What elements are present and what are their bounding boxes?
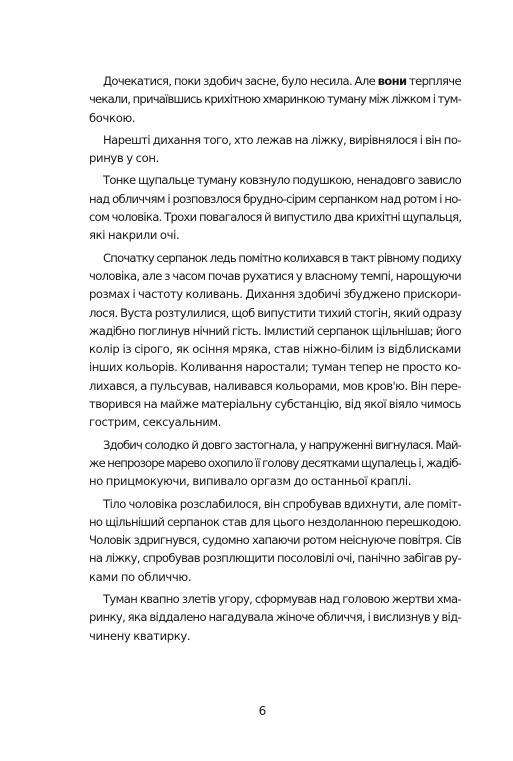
text-line [89,226,461,244]
text-run: інших кольорів. Коливання наростали; туман тепер не просто ко- [89,360,461,375]
text-run: ринув у сон. [89,151,159,166]
paragraph [89,131,461,168]
text-run: лихався, а пульсував, наливався кольорами, мов кров'ю. Він пере- [89,378,461,393]
text-run: Тонке щупальце туману ковзнуло подушкою, ненадовго зависло [103,173,461,188]
text-line [89,531,461,549]
page-number: 6 [258,704,267,718]
text-run: Здобич солодко й довго застогнала, у напруженні вигнулася. Май- [103,437,461,452]
text-line [89,358,461,376]
text-run: Нарешті дихання того, хто лежав на ліжку, вирівнялося і він по- [103,132,461,147]
text-line [89,285,461,303]
text-line [89,322,461,340]
text-line [89,513,461,531]
text-line [89,377,461,395]
text-line [89,436,461,454]
text-run: над обличчям і розповзлося брудно-сірим серпанком над ротом і но- [89,191,461,206]
text-line [89,413,461,431]
text-line [89,131,461,149]
text-line [89,472,461,490]
text-line [89,590,461,608]
text-line [89,109,461,127]
text-run: Тіло чоловіка розслабилося, він спробував вдихнути, але поміт- [103,496,462,511]
text-run: но щільніший серпанок став для цього нездоланною перешкодою. [89,514,461,529]
text-run: на ліжку, спробував розплющити посоловілі очі, панічно забігав ру- [89,551,461,566]
text-line [89,149,461,167]
text-line [89,568,461,586]
text-run: ками по обличчю. [89,569,192,584]
text-line [89,395,461,413]
paragraph [89,249,461,432]
text-line [89,267,461,285]
text-run: ринку, яка віддалено нагадувала жіноче обличчя, і вислизнув у від- [89,610,461,625]
text-line [89,208,461,226]
text-run: творився на майже матеріальну субстанцію, від якої віяло чимось [89,397,461,412]
text-line [89,304,461,322]
paragraph [89,436,461,491]
paragraph [89,171,461,244]
text-line [89,171,461,189]
text-line [89,454,461,472]
text-run: же непрозоре марево охопило її голову десятками щупалець і, жадіб- [89,455,461,470]
text-run: жадібно поглинув нічний гість. Імлистий серпанок щільнішав; його [89,323,461,338]
text-run: чоловіка, але з часом почав рухатися у власному темпі, нарощуючи [89,268,461,283]
text-line [89,627,461,645]
emphasized-word: вони [377,74,407,88]
text-run: Спочатку серпанок ледь помітно колихався в такт рівному подиху [103,250,461,265]
text-run: Туман квапно злетів угору, сформував над головою жертви хма- [103,592,461,607]
text-run: які накрили очі. [89,228,180,243]
text-line [89,608,461,626]
text-run: но прицмокуючи, випивало оргазм до останньої краплі. [89,474,412,489]
text-line [89,190,461,208]
paragraph [89,590,461,645]
text-line [89,340,461,358]
text-run: лося. Вуста розтулилися, щоб випустити тихий стогін, який одразу [89,305,462,320]
text-run: чинену кватирку. [89,628,191,643]
text-line [89,495,461,513]
text-line [89,90,461,108]
text-run: бочкою. [89,110,136,125]
text-line [89,72,461,90]
text-run: терпляче [406,74,461,88]
text-run: Дочекатися, поки здобич засне, було несила. Але [103,74,378,88]
text-run: сом чоловіка. Трохи повагалося й випустило два крихітні щупальця, [89,210,462,225]
body-text [89,72,461,645]
text-run: розмах і частоту коливань. Дихання здобичі збуджено прискори- [89,287,461,302]
text-run: гострим, сексуальним. [89,415,222,430]
text-run: Чоловік здригнувся, судомно хапаючи ротом неіснуюче повітря. Сів [89,533,461,548]
paragraph [89,495,461,586]
paragraph [89,72,461,127]
text-line [89,249,461,267]
text-run: чекали, причаївшись крихітною хмаринкою туману між ліжком і тум- [89,92,461,107]
text-run: колір із сірого, як осіння мряка, став ніжно-білим із відблисками [89,342,461,357]
text-line [89,549,461,567]
